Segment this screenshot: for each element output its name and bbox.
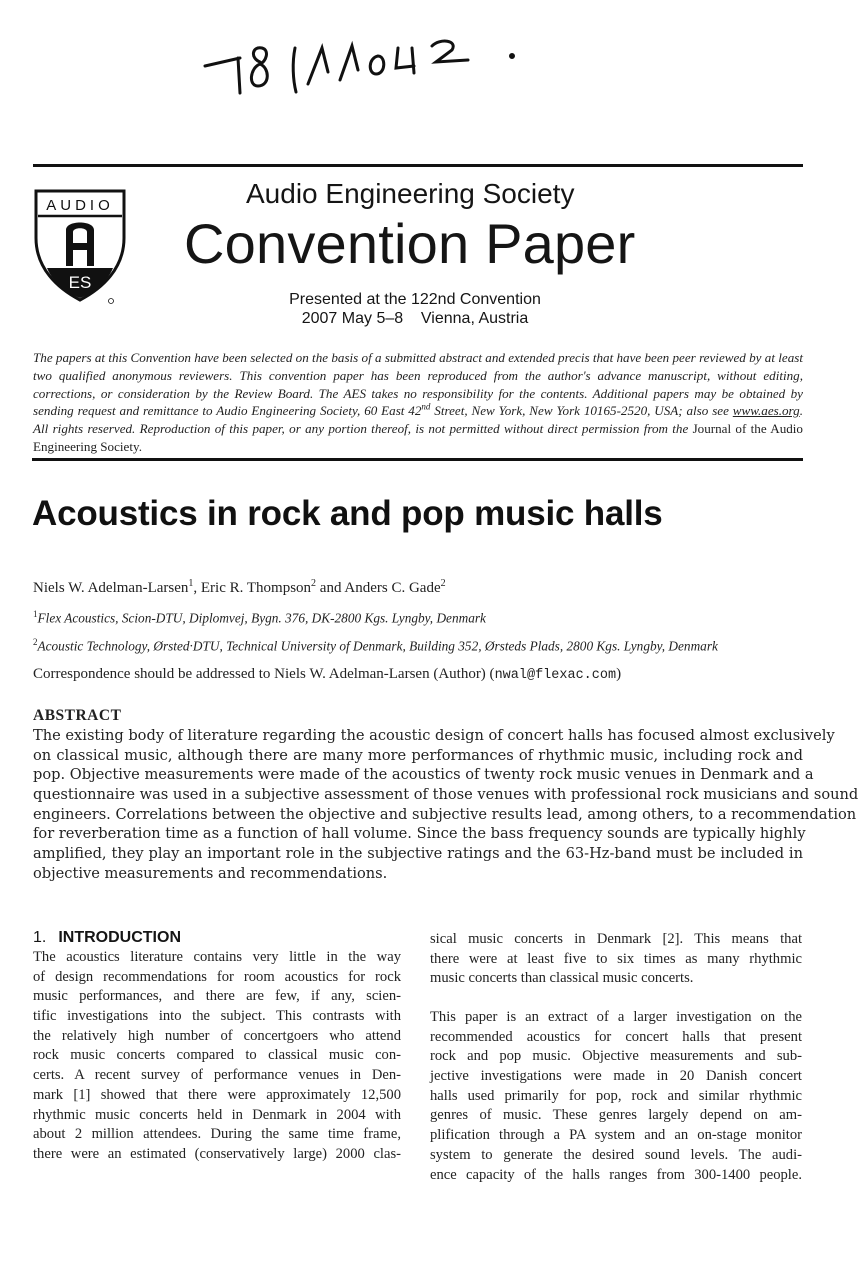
author-name: Niels W. Adelman-Larsen — [33, 580, 189, 596]
header-top-rule — [33, 164, 803, 167]
svg-text:ES: ES — [68, 273, 92, 292]
abstract-line: questionnaire was used in a subjective assessment of those venues with professional rock musicians and sound — [33, 786, 859, 804]
abstract-line: engineers. Correlations between the objective and subjective results lead, among others, to a recommendation — [33, 805, 857, 823]
abstract-line: for reverberation time as a function of hall volume. Since the bass frequency sounds are typically highly — [33, 825, 806, 843]
abstract-line: amplified, they play an important role in the subjective ratings and the 63-Hz-band must be included in — [33, 845, 803, 863]
abstract-line: objective measurements and recommendations. — [33, 864, 388, 882]
affiliation-1: $^1$Flex Acoustics, Scion-DTU, Diplomvej, Bygn. 376, DK-2800 Kgs. Lyngby, Denmark — [33, 609, 486, 626]
svg-text:AUDIO: AUDIO — [46, 197, 114, 214]
disclaimer: The papers at this Convention have been selected on the basis of a submitted abstract and extended precis that have been peer reviewed by at least two qualified anonymous reviewers. This convention paper has been reproduced from the author's advance manuscript, without editing, corrections, or consideration by the Review Board. The AES takes no responsibility for the contents. Additional papers may be obtained by sending request and remittance to Audio Engineering Society, 60 East 42nd Street, New York, New York 10165-2520, USA; also see www.aes.org. All rights reserved. Reproduction of this paper, or any portion thereof, is not permitted without direct permission from the Journal of the Audio Engineering Society. — [33, 350, 803, 454]
introduction-right-paragraph-1: sical music concerts in Denmark [2]. This means that there were at least five to six times as many rhythmic music concerts than classical music concerts. — [430, 931, 802, 987]
header-bottom-rule — [32, 458, 803, 461]
abstract-heading: ABSTRACT — [33, 707, 122, 724]
society-name: Audio Engineering Society — [246, 178, 575, 209]
convention-date-location: 2007 May 5–8 Vienna, Austria — [301, 310, 529, 327]
paper-title: Acoustics in rock and pop music halls — [32, 494, 663, 533]
journal-name: Journal of the Audio Engineering Society. — [33, 421, 803, 454]
abstract-body — [33, 726, 859, 884]
introduction-right-paragraph-2: This paper is an extract of a larger investigation on the recommended acoustics for concert halls that present rock and pop music. Objective measurements and sub- jective investigations were made in 20 Danish concert halls used primarily for pop, rock and similar rhythmic genres of music. These genres largely depend on am- plification through a PA system and an on-stage monitor system to generate the desired sound levels. The audi- ence capacity of the halls ranges from 300-1400 people. — [430, 1009, 802, 1183]
author-list: Niels W. Adelman-Larsen$^1$, Eric R. Thompson$^2$ and Anders C. Gade$^2$ — [33, 578, 446, 596]
author-name: Eric R. Thompson — [200, 580, 312, 596]
affiliation-2: $^2$Acoustic Technology, Ørsted·DTU, Technical University of Denmark, Building 352, Ørsteds Plads, 2800 Kgs. Lyngby, Denmark — [33, 637, 718, 654]
publication-type: Convention Paper — [184, 212, 636, 275]
aes-website-link[interactable]: www.aes.org — [732, 403, 800, 419]
correspondence: Correspondence should be addressed to Niels W. Adelman-Larsen (Author) (nwal@flexac.com) — [33, 666, 622, 683]
abstract-line: pop. Objective measurements were made of the acoustics of twenty rock music venues in Denmark and a — [33, 766, 814, 784]
author-name: Anders C. Gade — [344, 580, 441, 596]
presented-at: Presented at the 122nd Convention — [289, 291, 541, 308]
aes-logo — [33, 188, 127, 306]
handwritten-annotation — [200, 18, 520, 98]
abstract-line: The existing body of literature regarding the acoustic design of concert halls has focused almost exclusively — [33, 727, 835, 744]
introduction-left-column: The acoustics literature contains very little in the way of design recommendations for room acoustics for rock music performances, and there are few, if any, scien- tific investigations into the subject. This contrasts with the relatively high number of concertgoers who attend rock music concerts compared to classical music con- certs. A recent survey of performance venues in Den- mark [1] showed that there were approximately 12,500 rhythmic music concerts held in Denmark in 2004 with about 2 million attendees. During the same time frame, there were an estimated (conservatively large) 2000 clas- — [33, 949, 401, 1162]
section-heading-introduction: 1. INTRODUCTION — [33, 929, 181, 946]
abstract-line: on classical music, although there are many more performances of rhythmic music, including rock and — [33, 746, 803, 764]
correspondence-email[interactable]: nwal@flexac.com — [494, 668, 617, 683]
